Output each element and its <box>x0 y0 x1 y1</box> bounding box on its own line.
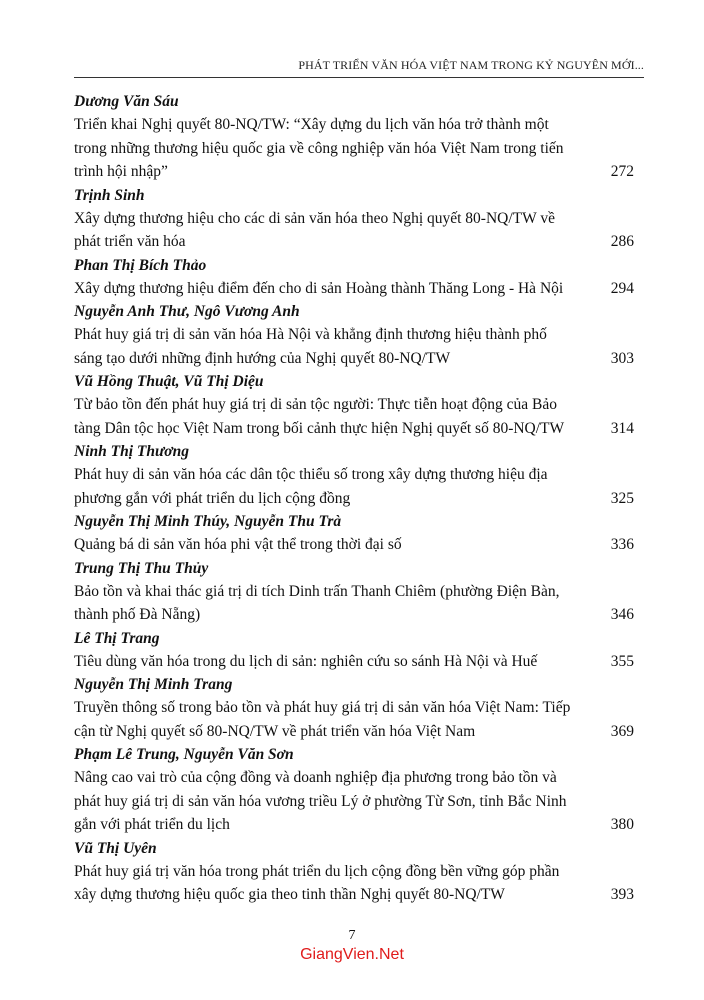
entry-title: Phát huy di sản văn hóa các dân tộc thiểu số trong xây dựng thương hiệu địa phương gắn với phát triển du lịch cộng đồng <box>74 466 548 507</box>
running-header: PHÁT TRIỂN VĂN HÓA VIỆT NAM TRONG KỶ NGUYÊN MỚI... <box>298 58 644 72</box>
entry-page-number: 336 <box>610 536 634 553</box>
entry-page-number: 294 <box>610 279 634 297</box>
entry-page-number: 272 <box>610 163 634 180</box>
entry-page-number: 393 <box>610 886 634 903</box>
entry-page-number: 355 <box>610 652 634 670</box>
entry-page-number: 346 <box>610 606 634 623</box>
entry-author: Lê Thị Trang <box>74 629 160 647</box>
entry-title: Bảo tồn và khai thác giá trị di tích Dinh trấn Thanh Chiêm (phường Điện Bàn, thành phố Đà Nẵng) <box>74 582 560 623</box>
toc-entry <box>74 673 634 743</box>
toc-entry <box>74 837 634 907</box>
watermark: GiangVien.Net <box>300 946 404 963</box>
header-rule <box>74 77 644 78</box>
entry-title: Từ bảo tồn đến phát huy giá trị di sản tộc người: Thực tiễn hoạt động của Bảo tàng Dân tộc học Việt Nam trong bối cảnh thực hiện Nghị quyết số 80-NQ/TW <box>74 396 565 437</box>
entry-author: Trung Thị Thu Thủy <box>74 559 209 577</box>
entry-page-number: 369 <box>610 722 634 740</box>
toc-entry <box>74 557 634 627</box>
entry-title: Triển khai Nghị quyết 80-NQ/TW: “Xây dựng du lịch văn hóa trở thành một trong những thương hiệu quốc gia về công nghiệp văn hóa Việt Nam trong tiến trình hội nhập” <box>74 116 564 180</box>
page-number: 7 <box>348 928 356 943</box>
entry-author: Vũ Hồng Thuật, Vũ Thị Diệu <box>74 373 264 390</box>
entry-author: Nguyễn Thị Minh Trang <box>74 676 233 693</box>
entry-title: Xây dựng thương hiệu cho các di sản văn hóa theo Nghị quyết 80-NQ/TW về phát triển văn hóa <box>74 209 555 250</box>
toc-entry <box>74 370 634 440</box>
entry-title: Quảng bá di sản văn hóa phi vật thể trong thời đại số <box>74 536 402 553</box>
toc-entry <box>74 510 634 557</box>
toc-list <box>74 90 634 907</box>
entry-author: Phan Thị Bích Thảo <box>74 256 207 274</box>
entry-title: Tiêu dùng văn hóa trong du lịch di sản: nghiên cứu so sánh Hà Nội và Huế <box>74 652 538 670</box>
entry-author: Dương Văn Sáu <box>74 93 179 110</box>
entry-author: Nguyễn Anh Thư, Ngô Vương Anh <box>74 303 300 320</box>
entry-title: Phát huy giá trị văn hóa trong phát triển du lịch cộng đồng bền vững góp phần xây dựng thương hiệu quốc gia theo tinh thần Nghị quyết 80-NQ/TW <box>74 862 560 903</box>
toc-entry <box>74 440 634 510</box>
toc-entry <box>74 743 634 837</box>
entry-page-number: 325 <box>610 489 634 507</box>
entry-author: Ninh Thị Thương <box>74 443 189 460</box>
toc-entry <box>74 254 634 301</box>
entry-title: Xây dựng thương hiệu điểm đến cho di sản Hoàng thành Thăng Long - Hà Nội <box>74 279 564 297</box>
entry-author: Trịnh Sinh <box>74 186 145 204</box>
toc-entry <box>74 184 634 254</box>
entry-title: Truyền thông số trong bảo tồn và phát huy giá trị di sản văn hóa Việt Nam: Tiếp cận từ Nghị quyết số 80-NQ/TW về phát triển văn hóa Việt Nam <box>74 699 571 740</box>
entry-title: Phát huy giá trị di sản văn hóa Hà Nội và khẳng định thương hiệu thành phố sáng tạo dưới những định hướng của Nghị quyết 80-NQ/TW <box>74 326 547 367</box>
entry-page-number: 380 <box>610 816 634 833</box>
entry-author: Nguyễn Thị Minh Thúy, Nguyễn Thu Trà <box>74 513 342 530</box>
toc-entry <box>74 627 634 674</box>
entry-page-number: 286 <box>610 233 634 250</box>
entry-author: Phạm Lê Trung, Nguyễn Văn Sơn <box>74 746 294 763</box>
toc-entry <box>74 90 634 184</box>
entry-title: Nâng cao vai trò của cộng đồng và doanh nghiệp địa phương trong bảo tồn và phát huy giá trị di sản văn hóa vương triều Lý ở phường Từ Sơn, tỉnh Bắc Ninh gắn với phát triển du lịch <box>74 769 567 833</box>
entry-page-number: 314 <box>610 419 634 437</box>
entry-page-number: 303 <box>610 349 634 367</box>
toc-entry <box>74 300 634 370</box>
entry-author: Vũ Thị Uyên <box>74 839 157 857</box>
